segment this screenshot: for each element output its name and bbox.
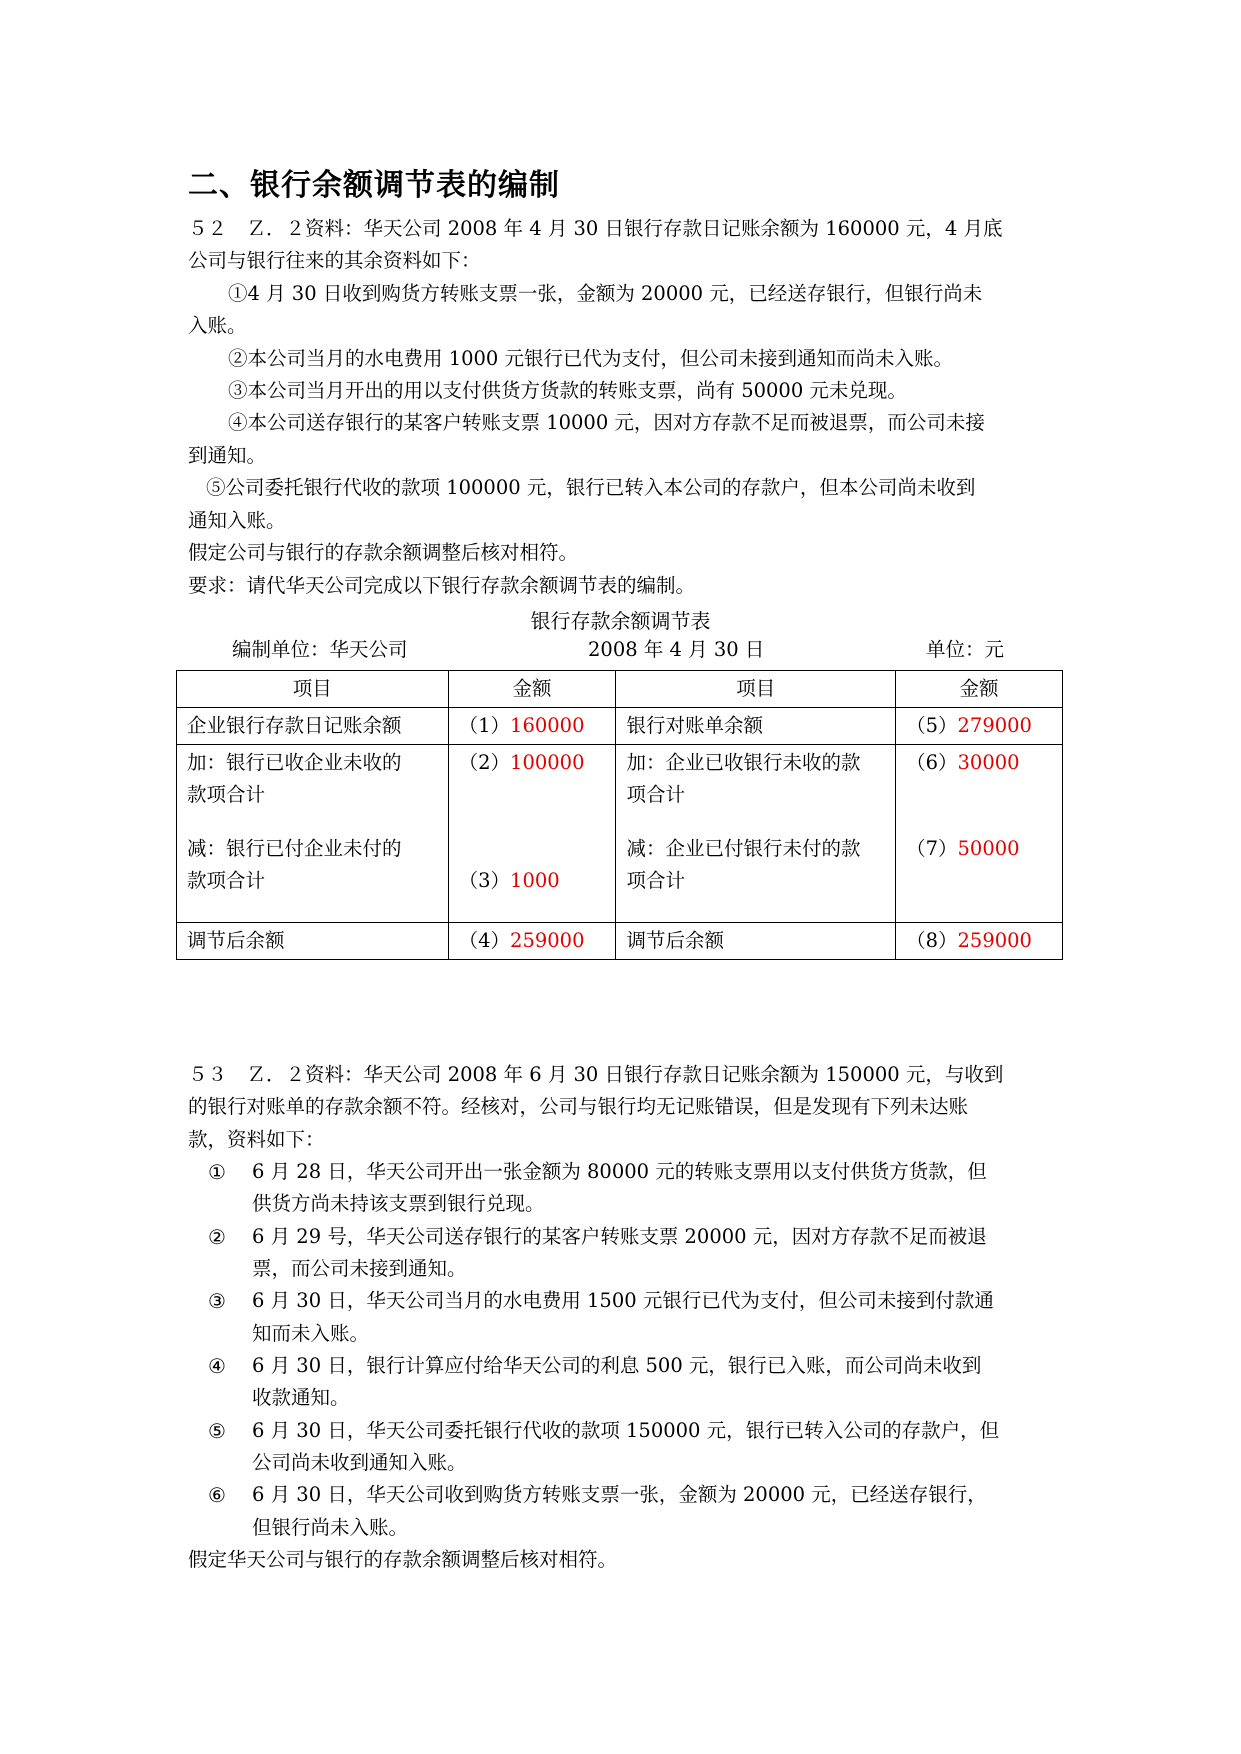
amount-value: 30000	[957, 751, 1020, 774]
amount-value: 1000	[510, 869, 560, 892]
cell-right-item	[616, 745, 896, 923]
cell-right-item: 银行对账单余额	[616, 708, 896, 745]
q53-item-3-line-a: 6 月 30 日，华天公司当月的水电费用 1500 元银行已代为支付，但公司未接到付款通	[252, 1289, 994, 1312]
amount-index: （1）	[458, 714, 511, 737]
item-text: 减：企业已付银行未付的款	[626, 837, 861, 860]
q53-item-4-line-b: 收款通知。	[252, 1386, 350, 1409]
q53-item-6-line-b: 但银行尚未入账。	[252, 1516, 409, 1539]
q53-line-2: 的银行对账单的存款余额不符。经核对，公司与银行均无记账错误，但是发现有下列未达账	[188, 1095, 969, 1118]
q52-line-7: ④本公司送存银行的某客户转账支票 10000 元，因对方存款不足而被退票，而公司未接	[228, 411, 985, 434]
cell-left-item: 调节后余额	[177, 923, 449, 960]
q52-line-8: 到通知。	[188, 444, 267, 467]
table-unit-label: 编制单位：华天公司	[232, 638, 408, 661]
table-row	[177, 745, 1063, 923]
header-amount-right: 金额	[896, 671, 1063, 708]
amount-index: （3）	[458, 869, 511, 892]
q52-line-6: ③本公司当月开出的用以支付供货方货款的转账支票，尚有 50000 元未兑现。	[228, 379, 907, 402]
q52-line-12: 要求：请代华天公司完成以下银行存款余额调节表的编制。	[188, 574, 696, 597]
cell-left-item	[177, 745, 449, 923]
q53-closing: 假定华天公司与银行的存款余额调整后核对相符。	[188, 1548, 618, 1571]
amount-value: 259000	[510, 929, 585, 952]
amount-index: （6）	[906, 751, 958, 774]
table-currency: 单位：元	[926, 638, 1005, 661]
table-row	[177, 708, 1063, 745]
amount-value: 100000	[510, 751, 585, 774]
q53-line-1: ５３ Ｚ．２资料：华天公司 2008 年 6 月 30 日银行存款日记账余额为 150000 元，与收到	[188, 1063, 1004, 1086]
q53-item-2-line-b: 票，而公司未接到通知。	[252, 1257, 467, 1280]
q52-line-3: ①4 月 30 日收到购货方转账支票一张，金额为 20000 元，已经送存银行，但银行尚未	[228, 282, 983, 305]
q53-item-6-line-a: 6 月 30 日，华天公司收到购货方转账支票一张，金额为 20000 元，已经送存银行，	[252, 1483, 987, 1506]
amount-value: 279000	[957, 714, 1032, 737]
item-text: 项合计	[626, 869, 685, 892]
amount-index: （4）	[458, 929, 511, 952]
item-text: 项合计	[626, 783, 685, 806]
cell-right-amount	[896, 745, 1063, 923]
item-text: 减：银行已付企业未付的	[187, 837, 402, 860]
q53-item-1-line-a: 6 月 28 日，华天公司开出一张金额为 80000 元的转账支票用以支付供货方货款，但	[252, 1160, 987, 1183]
q53-item-1-line-b: 供货方尚未持该支票到银行兑现。	[252, 1192, 545, 1215]
cell-left-amount	[448, 923, 616, 960]
q52-line-11: 假定公司与银行的存款余额调整后核对相符。	[188, 541, 579, 564]
amount-index: （8）	[906, 929, 958, 952]
item-number: ⑥	[208, 1483, 226, 1507]
item-text: 款项合计	[187, 869, 266, 892]
item-number: ①	[208, 1160, 226, 1184]
table-date: 2008 年 4 月 30 日	[588, 638, 765, 661]
amount-value: 50000	[957, 837, 1020, 860]
cell-right-amount	[896, 708, 1063, 745]
q52-line-9: ⑤公司委托银行代收的款项 100000 元，银行已转入本公司的存款户，但本公司尚未收到	[206, 476, 976, 499]
q52-line-1: ５２ Ｚ．２资料：华天公司 2008 年 4 月 30 日银行存款日记账余额为 160000 元，4 月底	[188, 217, 1003, 240]
item-number: ⑤	[208, 1419, 226, 1443]
item-text: 加：企业已收银行未收的款	[626, 751, 861, 774]
section-title: 二、银行余额调节表的编制	[188, 168, 560, 203]
cell-left-amount	[448, 745, 616, 923]
amount-index: （2）	[458, 751, 511, 774]
header-item-right: 项目	[616, 671, 896, 708]
amount-value: 259000	[957, 929, 1032, 952]
table-header-row	[177, 671, 1063, 708]
header-item-left: 项目	[177, 671, 449, 708]
q53-item-5-line-a: 6 月 30 日，华天公司委托银行代收的款项 150000 元，银行已转入公司的存款户，但	[252, 1419, 1000, 1442]
item-number: ④	[208, 1354, 226, 1378]
q53-item-5-line-b: 公司尚未收到通知入账。	[252, 1451, 467, 1474]
q53-item-4-line-a: 6 月 30 日，银行计算应付给华天公司的利息 500 元，银行已入账，而公司尚未收到	[252, 1354, 982, 1377]
q52-line-4: 入账。	[188, 314, 247, 337]
q53-line-3: 款，资料如下：	[188, 1128, 325, 1151]
cell-left-item: 企业银行存款日记账余额	[177, 708, 449, 745]
table-row	[177, 923, 1063, 960]
item-number: ③	[208, 1289, 226, 1313]
amount-index: （7）	[906, 837, 958, 860]
q53-item-3-line-b: 知而未入账。	[252, 1322, 370, 1345]
q52-line-10: 通知入账。	[188, 509, 286, 532]
q52-line-2: 公司与银行往来的其余资料如下：	[188, 249, 481, 272]
q52-line-5: ②本公司当月的水电费用 1000 元银行已代为支付，但公司未接到通知而尚未入账。	[228, 347, 954, 370]
header-amount-left: 金额	[448, 671, 616, 708]
amount-index: （5）	[906, 714, 958, 737]
item-text: 加：银行已收企业未收的	[187, 751, 402, 774]
item-number: ②	[208, 1225, 226, 1249]
item-text: 款项合计	[187, 783, 266, 806]
cell-left-amount	[448, 708, 616, 745]
cell-right-amount	[896, 923, 1063, 960]
table-title: 银行存款余额调节表	[530, 609, 711, 633]
q53-item-2-line-a: 6 月 29 号，华天公司送存银行的某客户转账支票 20000 元，因对方存款不足而被退	[252, 1225, 987, 1248]
amount-value: 160000	[510, 714, 585, 737]
reconciliation-table	[176, 670, 1063, 960]
cell-right-item: 调节后余额	[616, 923, 896, 960]
